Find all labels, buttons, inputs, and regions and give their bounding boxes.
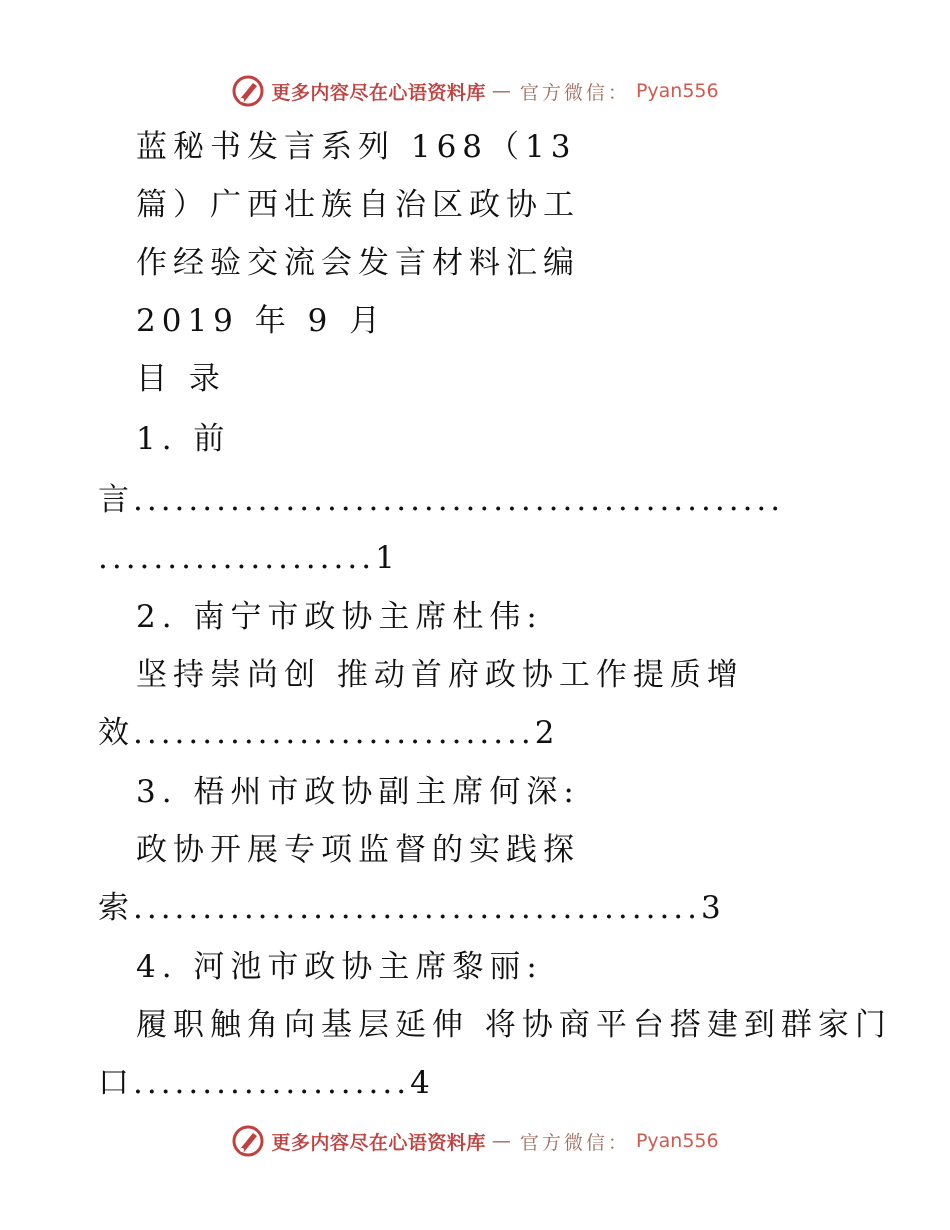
toc-item-3-title: 政协开展专项监督的实践探 (136, 832, 580, 868)
toc-item-1-page: ....................1 (98, 540, 399, 576)
toc-item-1-leader: 言............................................... (98, 482, 785, 518)
watermark-brand: 更多内容尽在心语资料库 (271, 81, 486, 104)
doc-date: 2019 年 9 月 (136, 303, 387, 339)
watermark-id: Pyan556 (635, 80, 719, 102)
watermark-dash: — (491, 80, 514, 102)
watermark-id: Pyan556 (635, 1130, 719, 1152)
doc-title-line-2: 篇）广西壮族自治区政协工 (136, 187, 580, 223)
toc-item-3-speaker: 3. 梧州市政协副主席何深: (136, 774, 580, 810)
pen-logo-icon (231, 74, 265, 108)
watermark-dash: — (491, 1130, 514, 1152)
toc-item-1-number: 1. 前 (136, 421, 231, 457)
pen-logo-icon (231, 1124, 265, 1158)
toc-item-2-title: 坚持崇尚创 推动首府政协工作提质增 (136, 657, 744, 693)
watermark-brand: 更多内容尽在心语资料库 (271, 1131, 486, 1154)
doc-title-line-1: 蓝秘书发言系列 168（13 (136, 129, 577, 165)
toc-item-4-speaker: 4. 河池市政协主席黎丽: (136, 949, 543, 985)
header-watermark (0, 74, 950, 108)
watermark-official: 官方微信： (519, 1131, 630, 1154)
toc-heading: 目 录 (136, 361, 226, 397)
doc-title-line-3: 作经验交流会发言材料汇编 (136, 245, 580, 281)
toc-item-3-page: 索.........................................3 (98, 890, 725, 926)
toc-item-2-page: 效.............................2 (98, 715, 559, 751)
toc-item-4-title: 履职触角向基层延伸 将协商平台搭建到群家门 (136, 1007, 892, 1043)
toc-item-4-page: 口....................4 (98, 1065, 434, 1101)
watermark-official: 官方微信： (519, 81, 630, 104)
toc-item-2-speaker: 2. 南宁市政协主席杜伟: (136, 599, 543, 635)
footer-watermark (0, 1124, 950, 1158)
